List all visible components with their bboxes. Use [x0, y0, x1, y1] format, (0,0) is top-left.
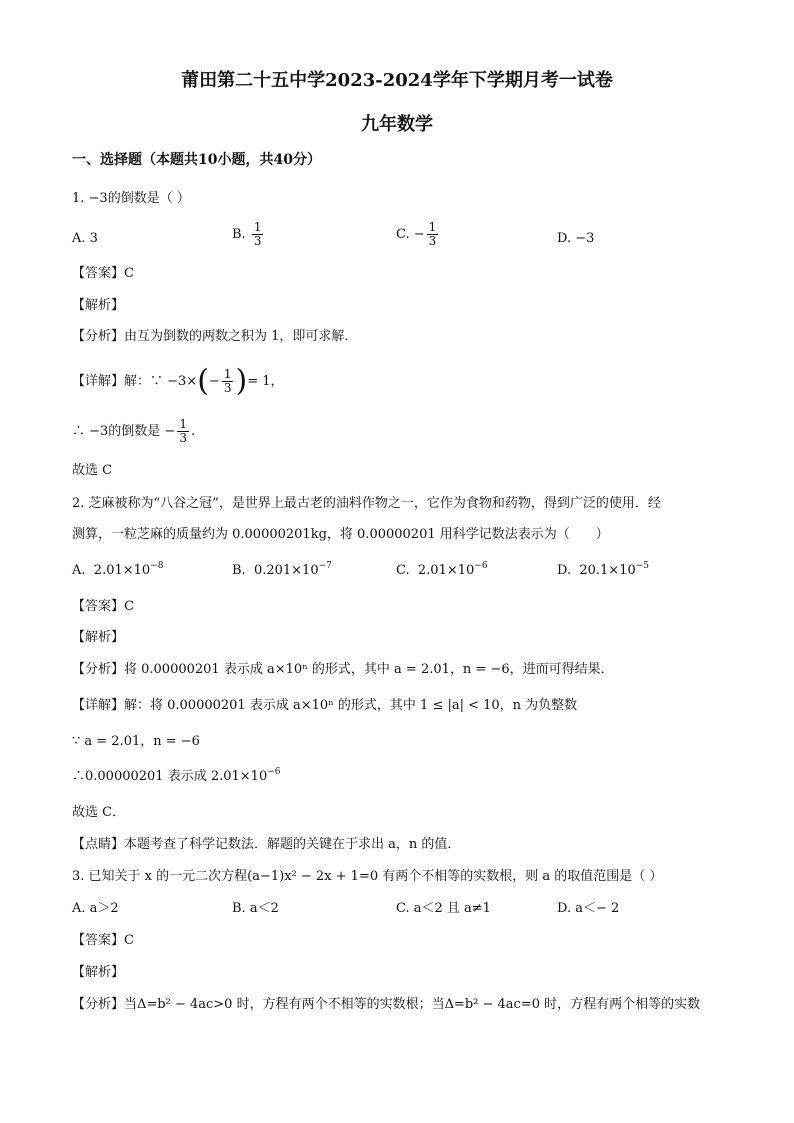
q1-detail-prefix: 【详解】解：∵ −3× — [72, 374, 198, 389]
q2-option-c-exp: −6 — [474, 561, 488, 571]
q2-answer: 【答案】C — [72, 599, 134, 614]
q3-option-d: D. a＜− 2 — [557, 901, 620, 916]
q2-option-a-exp: −8 — [150, 561, 164, 571]
q1-option-c: C. − $\frac{1}{3}$ — [396, 220, 437, 248]
q2-option-a — [72, 562, 163, 580]
fraction-numerator: 1 — [223, 367, 232, 381]
q1-jiexi: 【解析】 — [72, 298, 125, 313]
q1-detail: 【详解】解：∵ −3×(− $\frac{1}{3}$ )= 1， — [72, 363, 284, 399]
q1-option-b-label: B. — [232, 227, 246, 242]
fraction — [427, 221, 439, 248]
q2-because: ∵ a = 2.01，n = −6 — [72, 734, 200, 749]
q2-option-b-label: B. — [232, 563, 246, 578]
fraction-denominator: 3 — [179, 431, 187, 445]
q1-therefore — [72, 418, 195, 445]
q2-option-d-base: 20.1×10 — [579, 563, 636, 578]
q3-fenxi: 【分析】当Δ=b² − 4ac>0 时，方程有两个不相等的实数根；当Δ=b² − 4ac=0 时，方程有两个相等的实数 — [72, 997, 701, 1012]
fraction — [252, 221, 264, 248]
q2-option-a-base: 2.01×10 — [93, 563, 151, 578]
q2-option-c-label: C. — [396, 563, 410, 578]
q3-jiexi: 【解析】 — [72, 965, 125, 980]
fraction-denominator: 3 — [253, 234, 262, 248]
q2-option-d-exp: −5 — [635, 561, 650, 571]
q2-detail: 【详解】解：将 0.00000201 表示成 a×10ⁿ 的形式，其中 1 ≤ |a| < 10，n 为负整数 — [72, 698, 578, 713]
q1-therefore-text: ∴ −3的倒数是 − — [72, 424, 176, 439]
q2-option-c-base: 2.01×10 — [417, 563, 475, 578]
q2-option-c — [396, 562, 488, 580]
fraction-denominator: 3 — [223, 381, 232, 395]
q3-answer: 【答案】C — [72, 933, 134, 948]
fraction — [222, 368, 234, 395]
fraction-numerator: 1 — [428, 220, 437, 234]
q2-option-b-exp: −7 — [318, 561, 332, 571]
q3-option-b: B. a＜2 — [232, 901, 279, 916]
q1-option-c-label: C. — [396, 227, 410, 242]
q3-option-a: A. a＞2 — [72, 901, 119, 916]
q2-choose: 故选 C． — [72, 805, 126, 820]
q1-option-d: D. −3 — [557, 231, 595, 246]
q2-dianjing: 【点睛】本题考查了科学记数法．解题的关键在于求出 a，n 的值． — [72, 837, 461, 852]
q1-option-b — [232, 221, 265, 248]
q2-therefore — [72, 768, 281, 786]
q2-option-b — [232, 562, 332, 580]
fraction-denominator: 3 — [428, 234, 437, 248]
question-3-stem: 3. 已知关于 x 的一元二次方程(a−1)x² − 2x + 1=0 有两个不相等的实数根，则 a 的取值范围是（ ） — [72, 869, 663, 884]
question-1-stem: 1. −3的倒数是（ ） — [72, 191, 190, 206]
q2-option-a-label: A. — [72, 563, 86, 578]
question-2-stem-line2: 测算，一粒芝麻的质量约为 0.00000201kg，将 0.00000201 用科学记数法表示为（ ） — [72, 527, 609, 542]
q2-therefore-exp: −6 — [267, 767, 281, 777]
q1-detail-suffix: = 1， — [247, 374, 284, 389]
q1-option-a: A. 3 — [72, 231, 98, 246]
q1-choose: 故选 C — [72, 463, 113, 478]
q1-therefore-end: . — [190, 424, 196, 439]
fraction-numerator: 1 — [179, 417, 187, 431]
fraction-numerator: 1 — [253, 220, 262, 234]
section-heading: 一、选择题（本题共10小题，共40分） — [72, 152, 321, 168]
q1-fenxi: 【分析】由互为倒数的两数之积为 1，即可求解． — [72, 329, 358, 344]
fraction — [177, 418, 189, 445]
question-2-stem-line1: 2. 芝麻被称为“八谷之冠”，是世界上最古老的油料作物之一，它作为食物和药物，得到广泛的使用．经 — [72, 496, 661, 511]
q2-therefore-text: ∴0.00000201 表示成 2.01×10 — [72, 769, 268, 784]
page-subtitle: 九年数学 — [361, 114, 433, 135]
q2-option-d-label: D. — [557, 563, 572, 578]
q1-answer: 【答案】C — [72, 266, 134, 281]
q2-option-b-base: 0.201×10 — [253, 563, 319, 578]
q3-option-c: C. a＜2 且 a≠1 — [396, 901, 491, 916]
q2-fenxi: 【分析】将 0.00000201 表示成 a×10ⁿ 的形式，其中 a = 2.01，n = −6，进而可得结果． — [72, 662, 614, 677]
q2-jiexi: 【解析】 — [72, 630, 125, 645]
page-title: 莆田第二十五中学2023-2024学年下学期月考一试卷 — [181, 70, 613, 91]
q2-option-d — [557, 562, 649, 580]
